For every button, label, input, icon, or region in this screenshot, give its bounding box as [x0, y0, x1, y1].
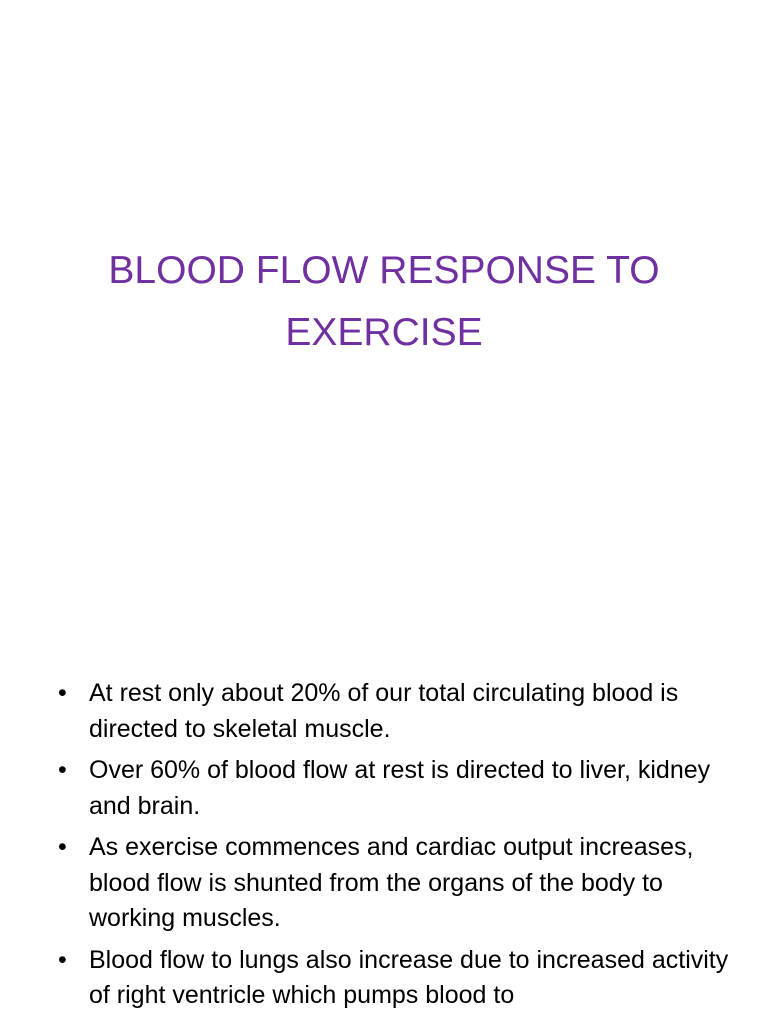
list-item [58, 830, 730, 937]
bullet-text: At rest only about 20% of our total circulating blood is directed to skeletal muscle. [89, 679, 679, 743]
bullet-icon: • [58, 756, 67, 784]
slide-title: BLOOD FLOW RESPONSE TO EXERCISE [108, 249, 660, 354]
list-item [58, 943, 730, 1014]
bullet-list [58, 676, 730, 1020]
list-item [58, 753, 730, 824]
bullet-icon: • [58, 945, 67, 974]
bullet-icon: • [58, 679, 67, 707]
bullet-text: Over 60% of blood flow at rest is directed to liver, kidney and brain. [89, 756, 711, 820]
list-item [58, 676, 730, 747]
bullet-icon: • [58, 833, 67, 861]
bullet-text: As exercise commences and cardiac output increases, blood flow is shunted from the organs of the body to working muscles. [89, 833, 694, 932]
bullet-text: Blood flow to lungs also increase due to increased activity of right ventricle which pumps blood to [89, 945, 729, 1009]
